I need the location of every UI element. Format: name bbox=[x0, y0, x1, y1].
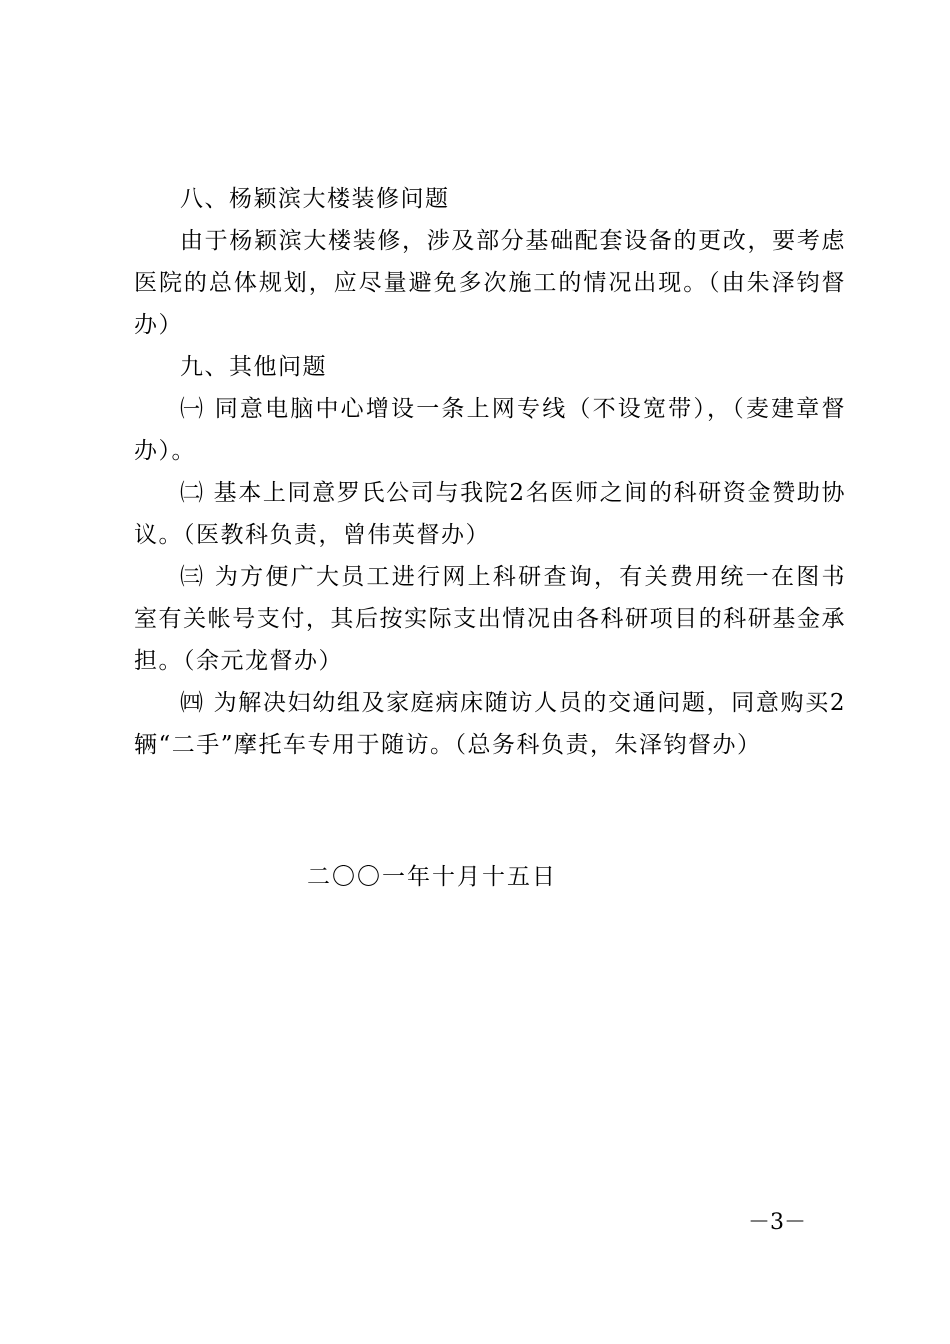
page-number: －3－ bbox=[748, 1210, 806, 1235]
section-9-item-3: ㈢ 为方便广大员工进行网上科研查询，有关费用统一在图书室有关帐号支付，其后按实际支出情况由各科研项目的科研基金承担。（余元龙督办） bbox=[134, 564, 846, 674]
section-9-item-4: ㈣ 为解决妇幼组及家庭病床随访人员的交通问题，同意购买2辆“二手”摩托车专用于随访。（总务科负责，朱泽钧督办） bbox=[134, 690, 846, 758]
section-9-item-1: ㈠ 同意电脑中心增设一条上网专线（不设宽带），（麦建章督办）。 bbox=[134, 396, 846, 464]
document-body bbox=[134, 178, 846, 766]
section-9-item-2: ㈡ 基本上同意罗氏公司与我院2名医师之间的科研资金赞助协议。（医教科负责，曾伟英督办） bbox=[134, 480, 846, 548]
section-8-paragraph: 由于杨颖滨大楼装修，涉及部分基础配套设备的更改，要考虑医院的总体规划，应尽量避免多次施工的情况出现。（由朱泽钧督办） bbox=[134, 228, 846, 338]
document-date: 二〇〇一年十月十五日 bbox=[307, 864, 557, 890]
section-heading-8: 八、杨颖滨大楼装修问题 bbox=[180, 186, 450, 212]
section-heading-9: 九、其他问题 bbox=[180, 354, 327, 380]
